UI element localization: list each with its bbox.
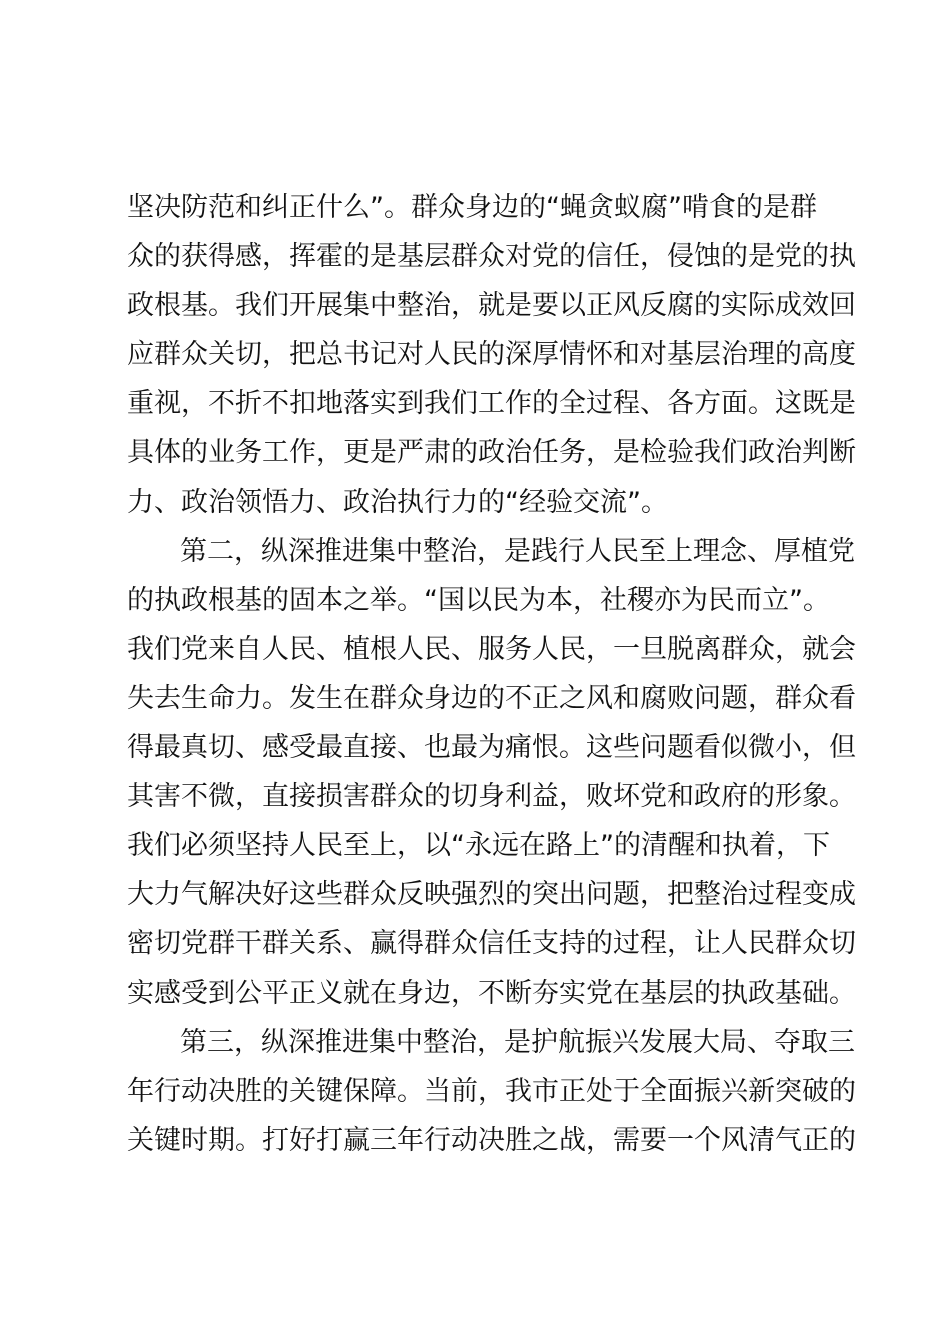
paragraph-1 [127, 183, 856, 527]
paragraph-3 [127, 1018, 856, 1165]
text-line: 应群众关切，把总书记对人民的深厚情怀和对基层治理的高度 [127, 339, 856, 371]
body-text [127, 183, 856, 1165]
text-line: 实感受到公平正义就在身边，不断夯实党在基层的执政基础。 [127, 977, 856, 1009]
text-line: 众的获得感，挥霍的是基层群众对党的信任，侵蚀的是党的执 [127, 241, 856, 273]
text-line: 我们必须坚持人民至上，以“永远在路上”的清醒和执着，下 [127, 830, 830, 862]
text-line: 关键时期。打好打赢三年行动决胜之战，需要一个风清气正的 [127, 1124, 856, 1156]
text-line: 具体的业务工作，更是严肃的政治任务，是检验我们政治判断 [127, 437, 856, 469]
text-line: 重视，不折不扣地落实到我们工作的全过程、各方面。这既是 [127, 388, 856, 420]
text-line: 力、政治领悟力、政治执行力的“经验交流”。 [127, 486, 668, 518]
text-line: 年行动决胜的关键保障。当前，我市正处于全面振兴新突破的 [127, 1075, 856, 1107]
text-line: 政根基。我们开展集中整治，就是要以正风反腐的实际成效回 [127, 290, 856, 322]
text-line: 大力气解决好这些群众反映强烈的突出问题，把整治过程变成 [127, 879, 856, 911]
text-line: 坚决防范和纠正什么”。群众身边的“蝇贪蚁腐”啃食的是群 [127, 192, 817, 223]
text-line: 的执政根基的固本之举。“国以民为本，社稷亦为民而立”。 [127, 584, 830, 616]
text-line: 我们党来自人民、植根人民、服务人民，一旦脱离群众，就会 [127, 633, 856, 665]
paragraph-2 [127, 527, 856, 1018]
text-line: 得最真切、感受最直接、也最为痛恨。这些问题看似微小，但 [127, 732, 856, 764]
text-line: 失去生命力。发生在群众身边的不正之风和腐败问题，群众看 [127, 682, 856, 714]
text-line: 密切党群干群关系、赢得群众信任支持的过程，让人民群众切 [127, 928, 856, 960]
text-line: 第二，纵深推进集中整治，是践行人民至上理念、厚植党 [180, 535, 855, 567]
text-line: 其害不微，直接损害群众的切身利益，败坏党和政府的形象。 [127, 781, 856, 813]
text-line: 第三，纵深推进集中整治，是护航振兴发展大局、夺取三 [180, 1026, 855, 1058]
